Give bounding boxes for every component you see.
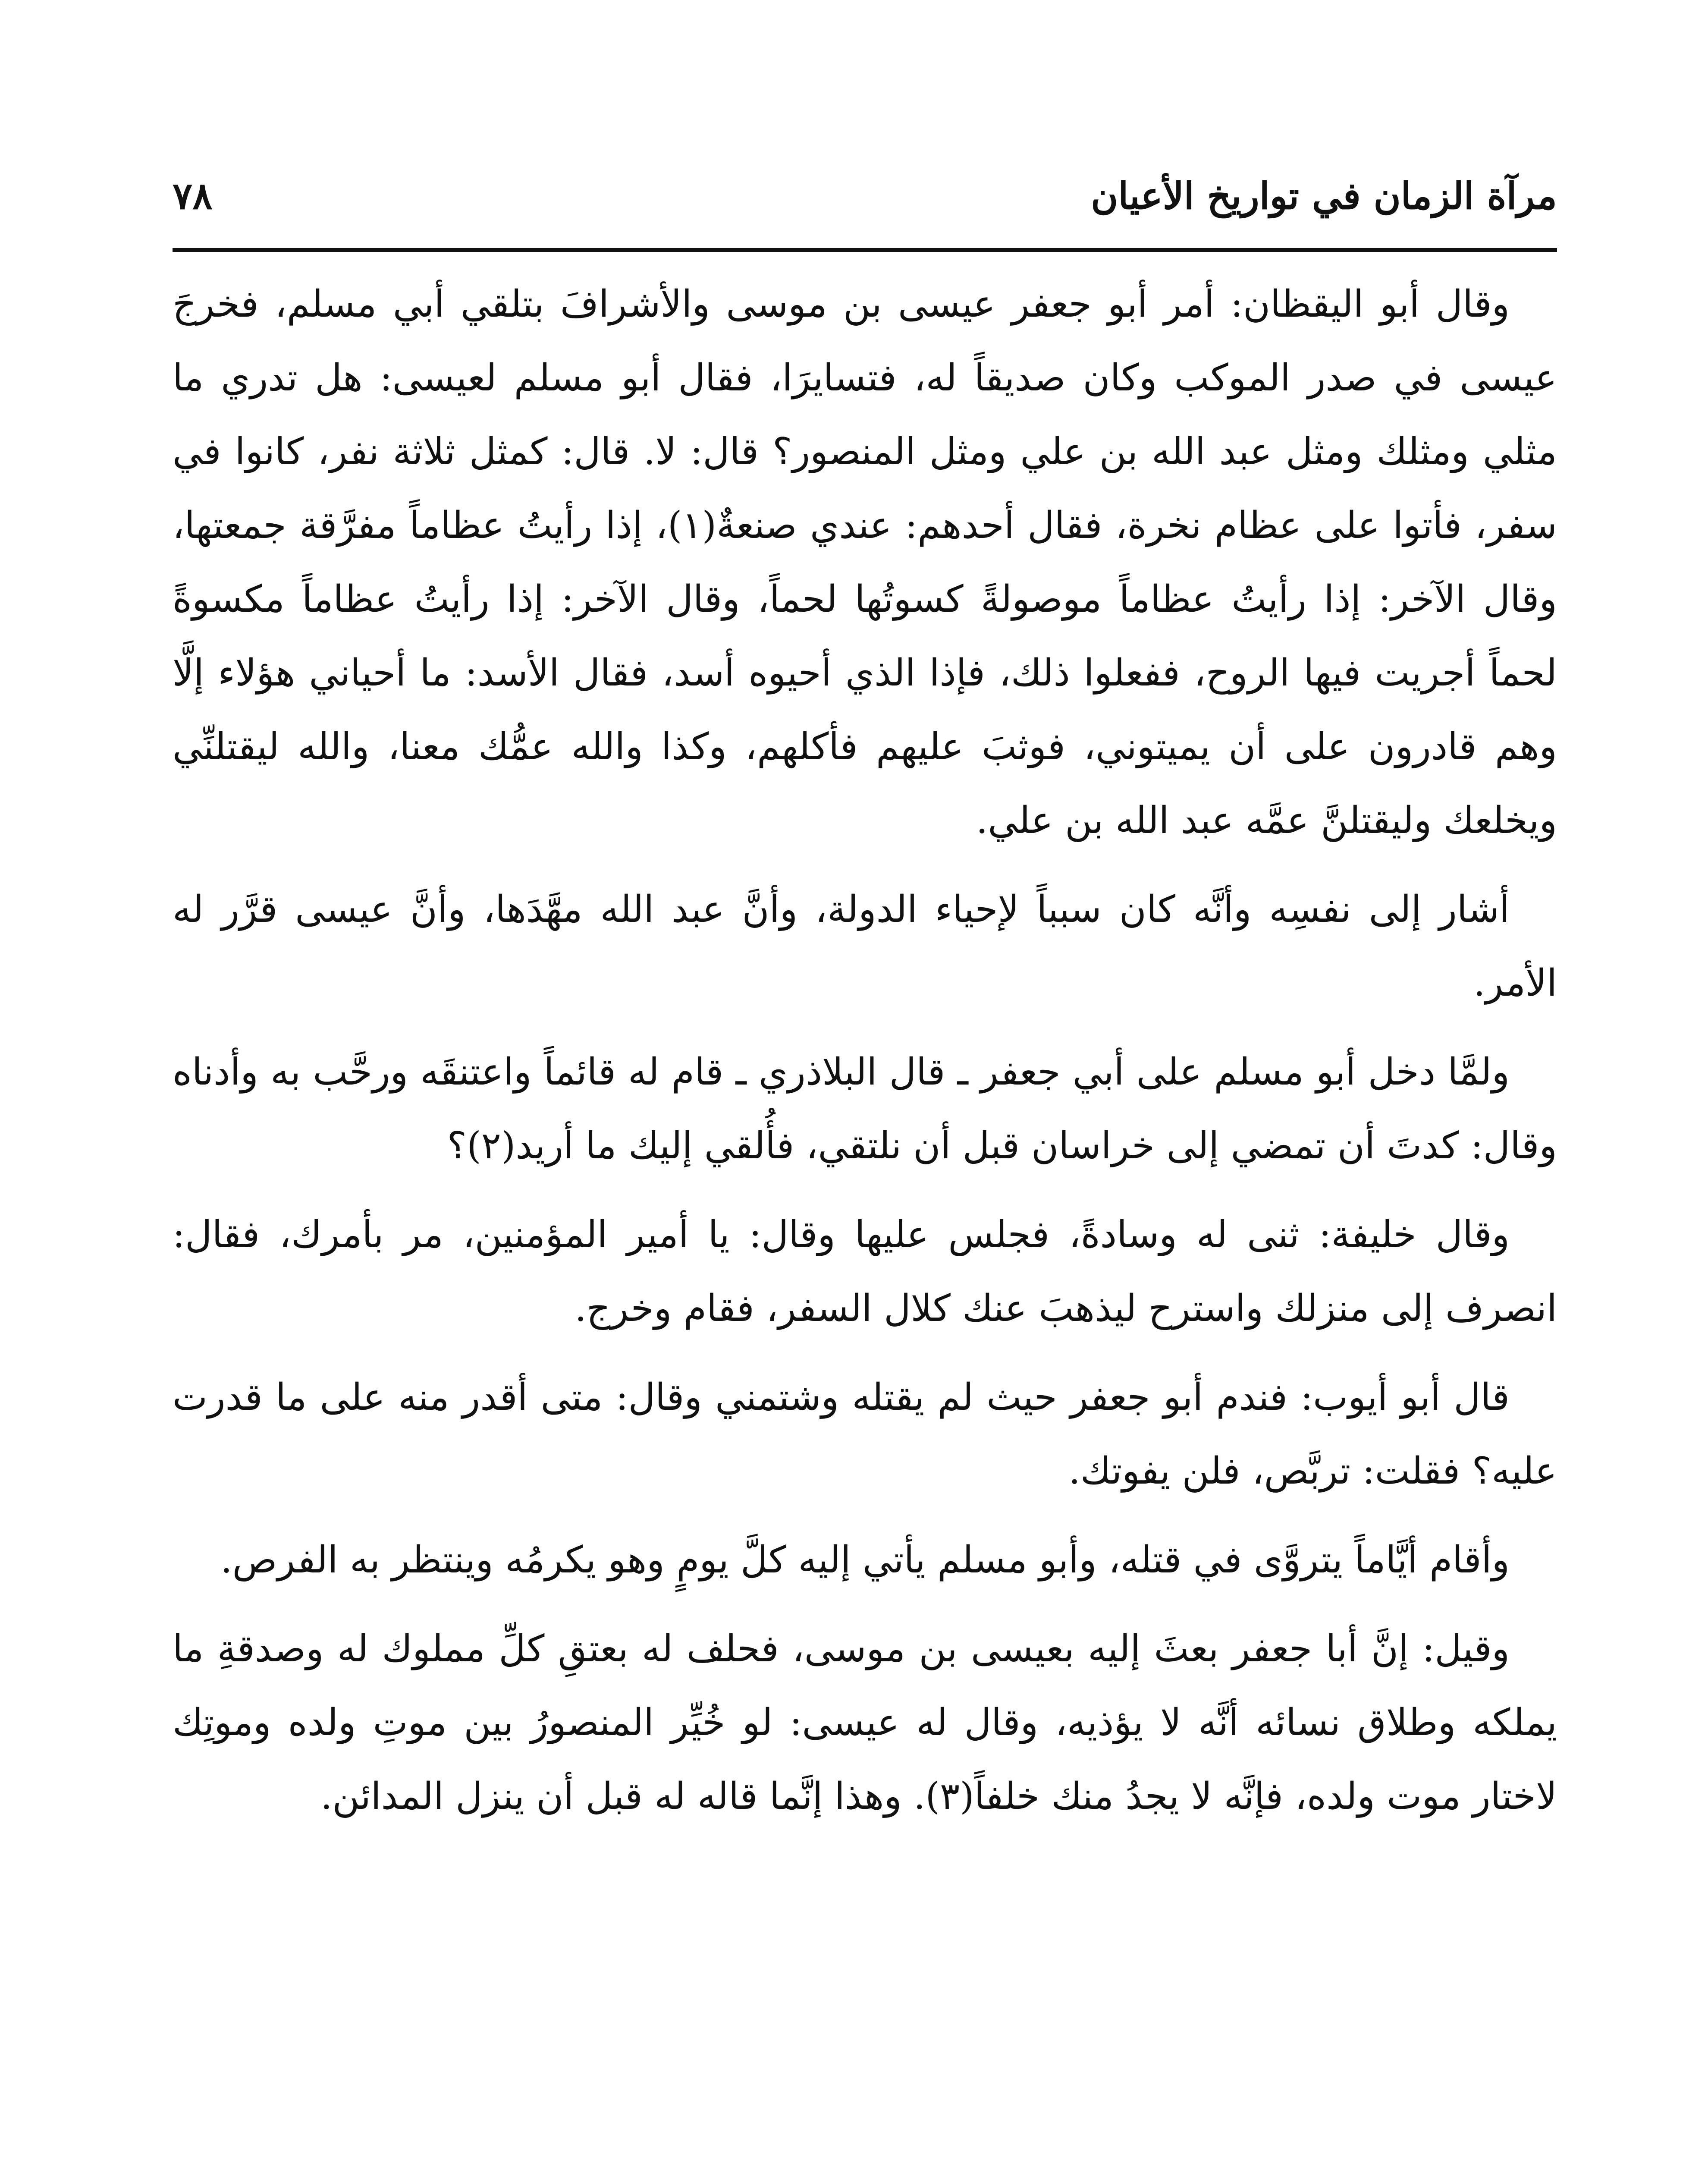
paragraph: ولمَّا دخل أبو مسلم على أبي جعفر ـ قال البلاذري ـ قام له قائماً واعتنقَه ورحَّب به وأدناه وقال: كدتَ أن تمضي إلى خراسان قبل أن نلتقي، فأُلقي إليك ما أريد(٢)؟ <box>173 1050 1557 1167</box>
paragraph: وقيل: إنَّ أبا جعفر بعثَ إليه بعيسى بن موسى، فحلف له بعتقِ كلِّ مملوك له وصدقةِ ما يملكه وطلاق نسائه أنَّه لا يؤذيه، وقال له عيسى: لو خُيِّر المنصورُ بين موتِ ولده وموتِك لاختار موت ولده، فإنَّه لا يجدُ منك خلفاً(٣). وهذا إنَّما قاله له قبل أن ينزل المدائن. <box>173 1627 1557 1818</box>
paragraph: وأقام أيَّاماً يتروَّى في قتله، وأبو مسلم يأتي إليه كلَّ يومٍ وهو يكرمُه وينتظر به الفرص. <box>220 1538 1510 1582</box>
book-title: مرآة الزمان في تواريخ الأعيان <box>1091 174 1557 218</box>
paragraph: وقال أبو اليقظان: أمر أبو جعفر عيسى بن موسى والأشرافَ بتلقي أبي مسلم، فخرجَ عيسى في صدر الموكب وكان صديقاً له، فتسايرَا، فقال أبو مسلم لعيسى: هل تدري ما مثلي ومثلك ومثل عبد الله بن علي ومثل المنصور؟ قال: لا. قال: كمثل ثلاثة نفر، كانوا في سفر، فأتوا على عظام نخرة، فقال أحدهم: عندي صنعةٌ(١)، إذا رأيتُ عظاماً مفرَّقة جمعتها، وقال الآخر: إذا رأيتُ عظاماً موصولةً كسوتُها لحماً، وقال الآخر: إذا رأيتُ عظاماً مكسوةً لحماً أجريت فيها الروح، ففعلوا ذلك، فإذا الذي أحيوه أسد، فقال الأسد: ما أحياني هؤلاء إلَّا وهم قادرون على أن يميتوني، فوثبَ عليهم فأكلهم، وكذا والله عمُّك معنا، والله ليقتلنِّي ويخلعك وليقتلنَّ عمَّه عبد الله بن علي. <box>173 283 1557 842</box>
header-divider <box>173 248 1557 252</box>
paragraph: أشار إلى نفسِه وأنَّه كان سبباً لإحياء الدولة، وأنَّ عبد الله مهَّدَها، وأنَّ عيسى قرَّر له الأمر. <box>173 888 1557 1005</box>
main-text <box>173 267 1557 1849</box>
paragraph: وقال خليفة: ثنى له وسادةً، فجلس عليها وقال: يا أمير المؤمنين، مر بأمرك، فقال: انصرف إلى منزلك واسترح ليذهبَ عنك كلال السفر، فقام وخرج. <box>173 1213 1557 1330</box>
page-number: ٧٨ <box>173 174 213 218</box>
page-header <box>173 155 1557 229</box>
paragraph: قال أبو أيوب: فندم أبو جعفر حيث لم يقتله وشتمني وقال: متى أقدر منه على ما قدرت عليه؟ فقلت: تربَّص، فلن يفوتك. <box>173 1376 1557 1493</box>
running-header <box>173 155 1557 229</box>
